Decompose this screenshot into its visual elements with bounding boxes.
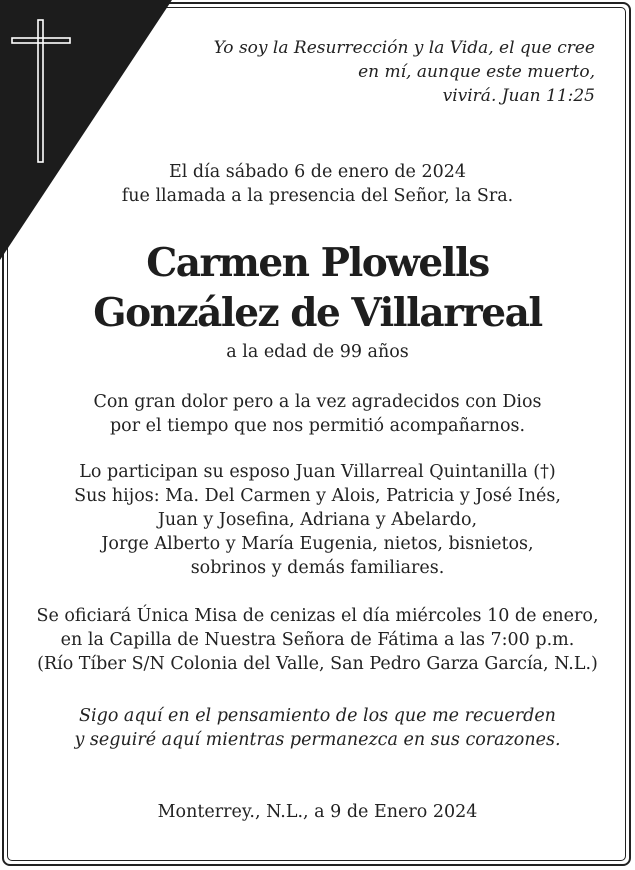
announcement-line-1: El día sábado 6 de enero de 2024	[168, 162, 466, 182]
scripture-quote	[214, 36, 595, 108]
family-line-5: sobrinos y demás familiares.	[190, 558, 445, 578]
name-line-1: Carmen Plowells	[146, 240, 489, 286]
footer	[0, 800, 635, 824]
announcement	[0, 160, 635, 208]
place-date: Monterrey., N.L., a 9 de Enero 2024	[157, 802, 478, 822]
age-line	[0, 340, 635, 364]
age-text: a la edad de 99 años	[226, 342, 409, 362]
quote-line-1: Yo soy la Resurrección y la Vida, el que cree	[213, 38, 595, 58]
family-line-4: Jorge Alberto y María Eugenia, nietos, bisnietos,	[101, 534, 534, 554]
family-line-2: Sus hijos: Ma. Del Carmen y Alois, Patricia y José Inés,	[74, 486, 561, 506]
mass-line-1: Se oficiará Única Misa de cenizas el día miércoles 10 de enero,	[36, 606, 599, 626]
mass-details	[0, 604, 635, 676]
closing-line-1: Sigo aquí en el pensamiento de los que me recuerden	[79, 706, 556, 726]
gratitude-line-2: por el tiempo que nos permitió acompañarnos.	[109, 416, 526, 436]
deceased-name	[0, 238, 635, 338]
quote-line-3: vivirá. Juan 11:25	[442, 86, 595, 106]
corner-decoration	[0, 0, 180, 265]
family-list	[0, 460, 635, 580]
mass-line-2: en la Capilla de Nuestra Señora de Fátima a las 7:00 p.m.	[60, 630, 575, 650]
name-line-2: González de Villarreal	[93, 290, 542, 336]
quote-line-2: en mí, aunque este muerto,	[358, 62, 595, 82]
gratitude-message	[0, 390, 635, 438]
announcement-line-2: fue llamada a la presencia del Señor, la Sra.	[121, 186, 514, 206]
family-line-3: Juan y Josefina, Adriana y Abelardo,	[157, 510, 478, 530]
family-line-1: Lo participan su esposo Juan Villarreal Quintanilla (†)	[79, 462, 556, 482]
closing-message	[0, 704, 635, 752]
gratitude-line-1: Con gran dolor pero a la vez agradecidos con Dios	[93, 392, 542, 412]
closing-line-2: y seguiré aquí mientras permanezca en sus corazones.	[74, 730, 561, 750]
mass-line-3: (Río Tíber S/N Colonia del Valle, San Pedro Garza García, N.L.)	[37, 654, 598, 674]
